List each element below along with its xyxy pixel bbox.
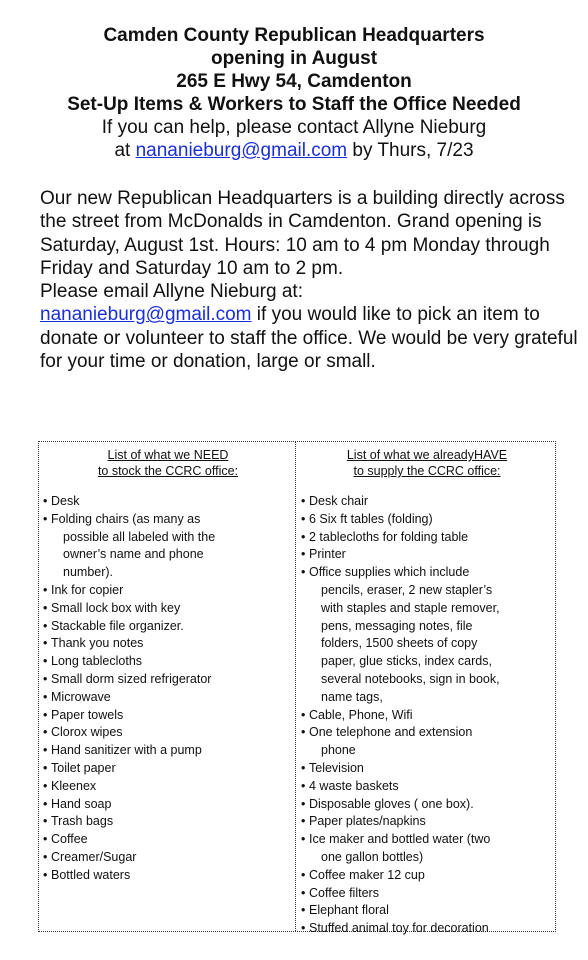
have-item-continuation: one gallon bottles) [321,849,424,864]
need-item [43,618,293,636]
have-item-text: Disposable gloves ( one box). [309,796,474,811]
bullet-glyph: • [43,654,48,669]
need-item [43,760,293,778]
bullet-glyph: • [43,600,48,615]
intro-text [40,187,580,373]
have-item [301,724,553,760]
need-item-text: Trash bags [51,814,114,829]
need-item-continuation: number). [63,565,114,580]
bullet-glyph: • [43,671,48,686]
have-item [301,564,553,706]
have-item-continuation: pencils, eraser, 2 new stapler’s [321,582,493,597]
bullet-glyph: • [43,689,48,704]
have-list [301,493,553,938]
have-item-continuation: pens, messaging notes, file [321,618,473,633]
have-item [301,760,553,778]
have-item [301,885,553,903]
need-item [43,511,293,582]
headline-address: 265 E Hwy 54, Camdenton [176,71,412,92]
bullet-glyph: • [301,547,306,562]
need-item [43,796,293,814]
bullet-glyph: • [301,903,306,918]
bullet-glyph: • [301,867,306,882]
have-item-text: Stuffed animal toy for decoration [309,921,489,936]
need-item-text: Creamer/Sugar [51,849,137,864]
need-item-text: Bottled waters [51,867,131,882]
bullet-glyph: • [43,582,48,597]
need-item-text: Long tablecloths [51,654,143,669]
need-item [43,778,293,796]
need-item-text: Desk [51,494,80,508]
intro-paragraph: Our new Republican Headquarters is a building directly across the street from McDonalds in Camdenton. Grand opening is Saturday, August 1st. Hours: 10 am to 4 pm Monday through Friday and Saturday 10 am to 2 pm. [40,188,565,279]
need-item-text: Thank you notes [51,636,144,651]
need-item [43,689,293,707]
have-item-text: Coffee maker 12 cup [309,867,425,882]
bullet-glyph: • [43,849,48,864]
need-item-continuation: owner’s name and phone [63,547,204,562]
have-item-text: Ice maker and bottled water (two [309,832,491,847]
have-item-text: Cable, Phone, Wifi [309,707,413,722]
have-item [301,902,553,920]
have-item-text: Printer [309,547,346,562]
have-item-continuation: paper, glue sticks, index cards, [321,654,492,669]
intro-closing: if you would like to pick an item to donate or volunteer to staff the office. We would be very grateful for your time or donation, large or small. [40,304,578,373]
have-column [301,447,553,938]
need-item [43,707,293,725]
have-item [301,529,553,547]
need-list [43,493,293,885]
have-item [301,796,553,814]
need-item-text: Small lock box with key [51,600,181,615]
bullet-glyph: • [43,494,48,508]
have-item-text: Television [309,760,364,775]
headline-line-2: opening in August [210,48,378,69]
need-item [43,493,293,511]
have-item [301,511,553,529]
have-item-text: 4 waste baskets [309,778,399,793]
need-item [43,635,293,653]
have-item-text: Office supplies which include [309,565,470,580]
need-item [43,582,293,600]
bullet-glyph: • [301,796,306,811]
need-item-text: Toilet paper [51,760,116,775]
bullet-glyph: • [301,725,306,740]
have-item-continuation: phone [321,743,356,758]
bullet-glyph: • [43,814,48,829]
need-item [43,831,293,849]
need-item-text: Coffee [51,832,88,847]
have-item-text: Coffee filters [309,885,379,900]
bullet-glyph: • [43,511,48,526]
bullet-glyph: • [301,814,306,829]
lists-table [38,441,556,936]
have-item [301,493,553,511]
have-item-text: 2 tablecloths for folding table [309,529,469,544]
have-item [301,831,553,867]
have-item-continuation: with staples and staple remover, [321,600,500,615]
need-item [43,813,293,831]
have-item-text: One telephone and extension [309,725,473,740]
bullet-glyph: • [301,778,306,793]
need-item [43,867,293,885]
need-item [43,671,293,689]
need-title [43,447,293,479]
contact-line: If you can help, please contact Allyne Nieburg [101,117,487,138]
column-divider [295,442,296,931]
bullet-glyph: • [43,707,48,722]
have-item [301,920,553,938]
need-item [43,600,293,618]
contact-email-link[interactable]: nananieburg@gmail.com [135,140,348,161]
have-item-text: 6 Six ft tables (folding) [309,511,433,526]
bullet-glyph: • [301,885,306,900]
bullet-glyph: • [43,867,48,882]
flyer-header [0,24,588,162]
intro-email-link[interactable]: nananieburg@gmail.com [40,304,252,326]
need-item-text: Small dorm sized refrigerator [51,671,212,686]
need-item-text: Folding chairs (as many as [51,511,201,526]
need-item-text: Stackable file organizer. [51,618,184,633]
need-item [43,724,293,742]
bullet-glyph: • [301,529,306,544]
have-item [301,813,553,831]
bullet-glyph: • [43,618,48,633]
have-item-continuation: folders, 1500 sheets of copy [321,636,478,651]
bullet-glyph: • [43,725,48,740]
have-title-line-1: List of what we alreadyHAVE [346,448,508,462]
have-item-continuation: several notebooks, sign in book, [321,671,500,686]
contact-prefix: at [114,140,136,161]
bullet-glyph: • [301,494,306,508]
bullet-glyph: • [301,760,306,775]
need-item-text: Paper towels [51,707,124,722]
intro-email-paragraph [40,303,580,373]
intro-email-prompt: Please email Allyne Nieburg at: [40,281,303,303]
need-item-text: Hand soap [51,796,112,811]
need-item [43,653,293,671]
have-item-text: Desk chair [309,494,369,508]
bullet-glyph: • [301,832,306,847]
headline-line-1: Camden County Republican Headquarters [103,25,485,46]
have-title [301,447,553,479]
have-item [301,707,553,725]
need-item-text: Hand sanitizer with a pump [51,743,202,758]
need-item [43,742,293,760]
bullet-glyph: • [301,921,306,936]
contact-email-line [0,139,588,162]
need-item-text: Microwave [51,689,111,704]
need-item-text: Kleenex [51,778,97,793]
bullet-glyph: • [43,796,48,811]
have-item-continuation: name tags, [321,689,383,704]
bullet-glyph: • [43,743,48,758]
bullet-glyph: • [301,511,306,526]
bullet-glyph: • [301,707,306,722]
have-title-line-2: to supply the CCRC office: [353,464,501,478]
have-item [301,867,553,885]
contact-deadline: by Thurs, 7/23 [347,140,474,161]
need-title-line-1: List of what we NEED [107,448,229,462]
bullet-glyph: • [43,832,48,847]
bullet-glyph: • [43,760,48,775]
need-item-continuation: possible all labeled with the [63,529,216,544]
have-item [301,778,553,796]
need-item [43,849,293,867]
bullet-glyph: • [301,565,306,580]
have-item-text: Paper plates/napkins [309,814,426,829]
need-item-text: Ink for copier [51,582,124,597]
bullet-glyph: • [43,636,48,651]
need-item-text: Clorox wipes [51,725,123,740]
have-item [301,546,553,564]
headline-needs: Set-Up Items & Workers to Staff the Office Needed [67,94,521,115]
need-title-line-2: to stock the CCRC office: [97,464,239,478]
bullet-glyph: • [43,778,48,793]
need-column [43,447,293,885]
have-item-text: Elephant floral [309,903,389,918]
